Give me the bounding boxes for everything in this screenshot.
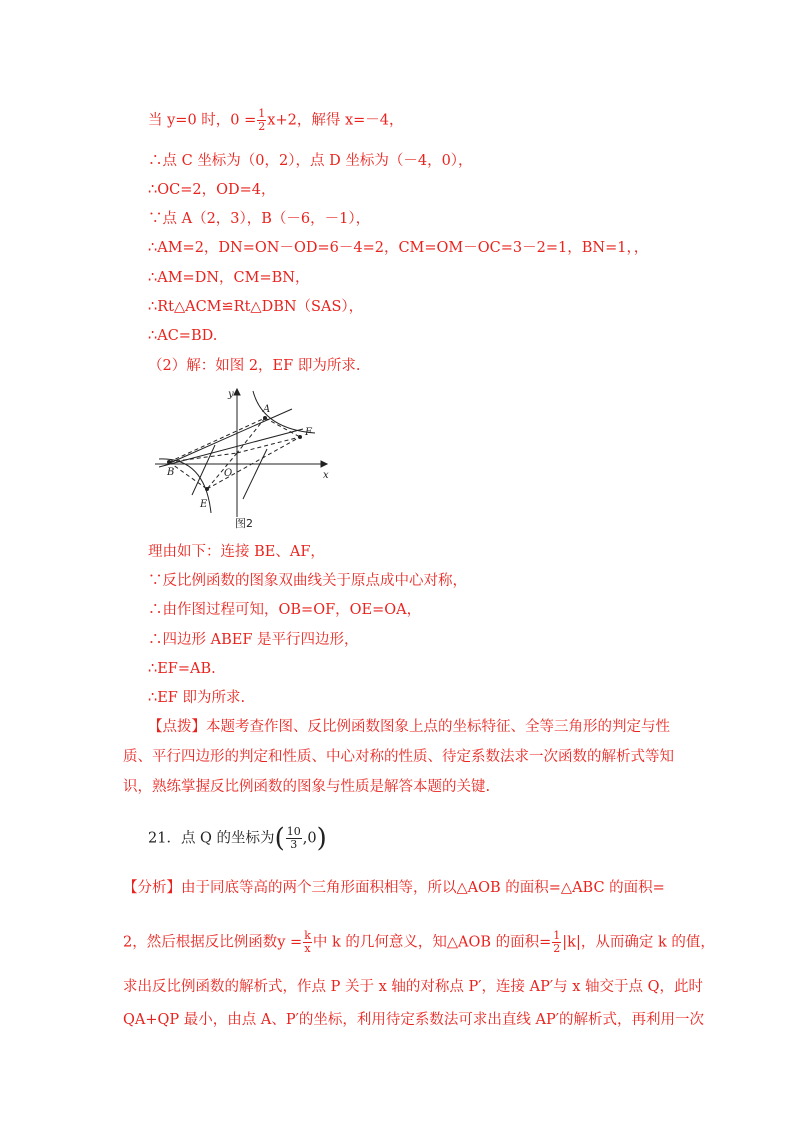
question-21: 21．点 Q 的坐标为( $\frac{10}{3}$ ,0): [148, 823, 327, 854]
segment-bo: [169, 453, 237, 462]
label-b: B: [167, 467, 175, 478]
fraction: $\frac{1}{2}$: [553, 929, 561, 955]
line-1: 当 y=0 时，0 = $\frac{1}{2}$ x+2，解得 x=－4，: [148, 107, 404, 133]
analysis-line-3: 求出反比例函数的解析式，作点 P 关于 x 轴的对称点 P′，连接 AP′与 x 轴交于点 Q，此时: [123, 979, 704, 995]
fraction: $\frac{1}{2}$: [258, 107, 266, 133]
point-e: [205, 487, 209, 491]
line-e-side: [243, 449, 267, 499]
label-f: F: [305, 427, 312, 438]
tip-paragraph: 【点拨】本题考查作图、反比例函数图象上点的坐标特征、全等三角形的判定与性质、平行四边形的判定和性质、中心对称的性质、待定系数法求一次函数的解析式等知识，熟练掌握反比例函数的图象与性质是解答本题的关键.: [123, 719, 674, 795]
segment-ef: [207, 437, 300, 489]
line-14: ∴EF=AB.: [148, 661, 216, 677]
line-ab: [170, 409, 292, 463]
label-o: O: [224, 468, 233, 479]
line-9: （2）解：如图 2，EF 即为所求.: [148, 358, 361, 374]
line-13: ∴四边形 ABEF 是平行四边形，: [148, 632, 359, 648]
line-3: ∴OC=2，OD=4，: [148, 182, 276, 198]
label-y: y: [228, 389, 234, 400]
point-f: [298, 435, 302, 439]
fraction: $\frac{k}{x}$: [304, 929, 311, 955]
point-a: [263, 416, 267, 420]
label-x: x: [323, 470, 329, 481]
figure-2-diagram: [155, 385, 345, 530]
x-axis-arrow: [321, 461, 327, 467]
label-e: E: [200, 499, 208, 510]
fraction: $\frac{10}{3}$: [286, 825, 301, 851]
analysis-line-1: 【分析】由于同底等高的两个三角形面积相等，所以△AOB 的面积=△ABC 的面积=: [123, 880, 665, 896]
point-b: [167, 460, 171, 464]
segment-oe: [207, 453, 237, 489]
line-11: ∵反比例函数的图象双曲线关于原点成中心对称，: [148, 573, 467, 589]
figure-caption: 图2: [235, 517, 253, 530]
label-a: A: [263, 404, 271, 415]
analysis-line-2: 2，然后根据反比例函数y = $\frac{k}{x}$ 中 k 的几何意义，知△AOB 的面积= $\frac{1}{2}$ |k|，从而确定 k 的值，: [123, 929, 715, 955]
segment-ba: [169, 418, 265, 462]
line-left-side: [192, 445, 215, 495]
line-8: ∴AC=BD.: [148, 328, 218, 344]
line-15: ∴EF 即为所求.: [148, 690, 246, 706]
line-7: ∴Rt△ACM≌Rt△DBN（SAS），: [148, 299, 364, 315]
line-12: ∴由作图过程可知，OB=OF，OE=OA，: [148, 602, 422, 618]
line-10: 理由如下：连接 BE、AF，: [148, 544, 325, 560]
analysis-line-4: QA+QP 最小，由点 A、P′的坐标，利用待定系数法可求出直线 AP′的解析式，再利用一次: [123, 1012, 705, 1028]
line-4: ∵点 A（2，3），B（－6，－1），: [148, 211, 371, 227]
line-2: ∴点 C 坐标为（0，2），点 D 坐标为（－4，0），: [148, 153, 473, 169]
line-5: ∴AM=2，DN=ON－OD=6－4=2，CM=OM－OC=3－2=1，BN=1，，: [148, 240, 649, 256]
segment-of: [237, 437, 300, 453]
line-6: ∴AM=DN，CM=BN，: [148, 270, 310, 286]
y-axis-arrow: [234, 389, 240, 395]
line-bf: [159, 429, 303, 467]
